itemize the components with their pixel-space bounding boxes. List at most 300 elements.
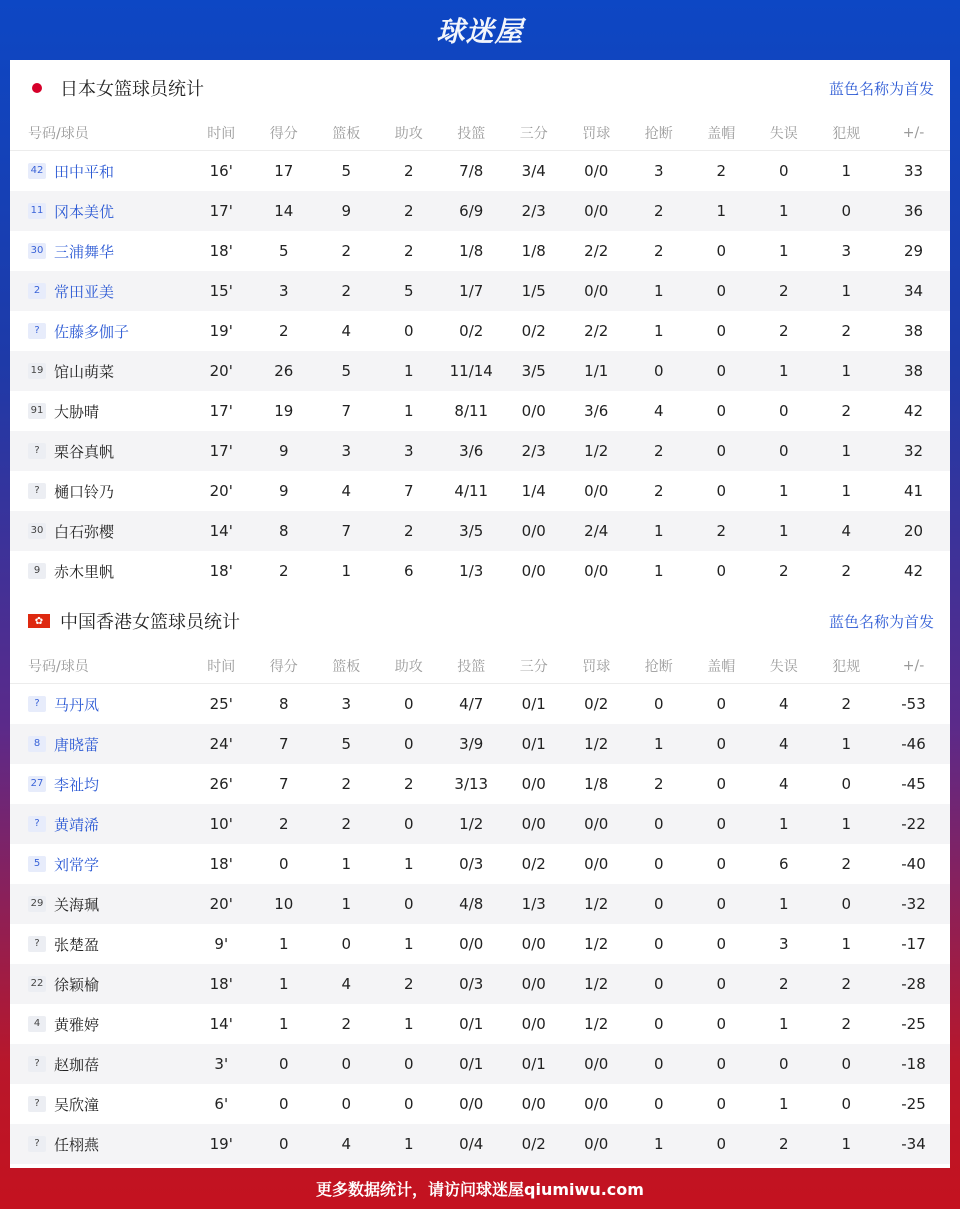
jersey-number: 30 [28,243,46,259]
stat-cell: 0/0 [584,1135,609,1153]
column-header: 助攻 [394,126,423,142]
player-row[interactable] [10,684,950,724]
stat-cell: -22 [901,815,926,833]
stat-cell: -25 [901,1015,926,1033]
player-name[interactable]: 马丹凤 [54,695,100,714]
player-cell[interactable] [10,934,190,955]
player-cell[interactable] [10,481,190,502]
stat-cell: 1 [403,1135,414,1153]
stat-cell: 0/0 [521,815,546,833]
stat-cell: 1 [778,522,789,540]
jersey-number: 8 [28,736,46,752]
jersey-number: ? [28,443,46,459]
jersey-number: 11 [28,203,46,219]
stat-cell: 6 [778,855,789,873]
player-name[interactable]: 田中平和 [54,162,115,181]
stat-cell: 3 [341,442,352,460]
column-header: 时间 [207,126,236,142]
jersey-number: 91 [28,403,46,419]
stat-cell: 4 [341,482,352,500]
player-name[interactable]: 关海珮 [54,895,100,914]
stat-cell: 2/2 [584,322,609,340]
stat-cell: 38 [903,362,924,380]
stat-cell: 1 [778,242,789,260]
player-name[interactable]: 常田亚美 [54,282,115,301]
stat-cell: 14 [274,202,294,220]
stat-cell: 0 [653,815,664,833]
table-header [10,649,950,684]
stat-cell: 1 [403,402,414,420]
stat-cell: 0 [716,562,727,580]
stat-cell: 0/1 [459,1055,484,1073]
player-name[interactable]: 唐晓蕾 [54,735,100,754]
jersey-number: 30 [28,523,46,539]
column-header: +/- [902,125,925,141]
stat-cell: 20' [209,482,233,500]
stat-cell: 2 [341,775,352,793]
player-cell[interactable] [10,974,190,995]
player-cell[interactable] [10,1014,190,1035]
stat-cell: -53 [901,695,926,713]
player-name[interactable]: 樋口铃乃 [54,482,115,501]
player-cell[interactable] [10,734,190,755]
stat-cell: 0/0 [521,935,546,953]
player-name[interactable]: 白石弥樱 [54,522,115,541]
player-cell[interactable] [10,361,190,382]
player-cell[interactable] [10,441,190,462]
stat-cell: 2 [278,815,289,833]
section-header [10,60,950,116]
player-row[interactable] [10,964,950,1004]
player-row[interactable] [10,764,950,804]
player-name[interactable]: 黄靖浠 [54,815,100,834]
stat-cell: 33 [903,162,924,180]
stat-cell: 2/2 [584,242,609,260]
stat-cell: 1/2 [584,442,609,460]
table-header [10,116,950,151]
stat-cell: 2 [278,562,289,580]
footer-banner[interactable] [0,1168,960,1209]
stat-cell: 2 [841,975,852,993]
stat-cell: 2/3 [521,442,546,460]
stat-cell: 0 [341,1055,352,1073]
column-header: 时间 [207,659,236,675]
stat-cell: 2 [653,202,664,220]
player-name[interactable]: 李祉均 [54,775,100,794]
stat-cell: 0/0 [521,562,546,580]
stat-cell: 4 [341,975,352,993]
hongkong-section [10,593,950,1164]
player-row[interactable] [10,804,950,844]
stat-cell: 29 [903,242,924,260]
stat-cell: 0 [716,442,727,460]
stat-cell: 0 [341,1095,352,1113]
stat-cell: 1 [841,815,852,833]
top-brand-bar [0,0,960,60]
stats-table [10,649,950,1164]
stat-cell: 2 [841,1015,852,1033]
stat-cell: 0 [716,242,727,260]
player-cell[interactable] [10,1094,190,1115]
player-row[interactable] [10,924,950,964]
stat-cell: 0 [403,1095,414,1113]
column-header: 盖帽 [707,659,736,675]
player-name[interactable]: 大胁晴 [54,402,100,421]
player-cell[interactable] [10,521,190,542]
stat-cell: 1 [841,362,852,380]
jersey-number: ? [28,1096,46,1112]
stat-cell: 3/6 [584,402,609,420]
stat-cell: 5 [278,242,289,260]
stat-cell: 2 [841,562,852,580]
stat-cell: 4 [341,322,352,340]
stat-cell: 2 [403,775,414,793]
stat-cell: 4/11 [454,482,489,500]
stat-cell: 0/0 [521,1095,546,1113]
stat-cell: 26 [274,362,294,380]
player-row[interactable] [10,431,950,471]
player-row[interactable] [10,191,950,231]
player-cell[interactable] [10,774,190,795]
stat-cell: 0 [403,695,414,713]
stat-cell: 4/8 [459,895,484,913]
stat-cell: 8 [278,695,289,713]
stat-cell: 3 [841,242,852,260]
stat-cell: 7 [403,482,414,500]
stat-cell: 0 [841,1095,852,1113]
stat-cell: 0 [653,935,664,953]
stat-cell: 1 [653,282,664,300]
player-cell[interactable] [10,241,190,262]
stat-cell: 1/2 [459,815,484,833]
stat-cell: 0/3 [459,975,484,993]
stat-cell: 0 [403,322,414,340]
player-row[interactable] [10,471,950,511]
player-row[interactable] [10,391,950,431]
player-name[interactable]: 黄雅婷 [54,1015,100,1034]
player-cell[interactable] [10,1054,190,1075]
stat-cell: 0 [716,1135,727,1153]
stat-cell: 8 [278,522,289,540]
stat-cell: -32 [901,895,926,913]
stat-cell: 0 [716,322,727,340]
stat-cell: 10' [209,815,233,833]
stat-cell: 0 [716,775,727,793]
stat-cell: 1 [778,1095,789,1113]
stat-cell: 1/2 [584,735,609,753]
stat-cell: 0/0 [584,562,609,580]
player-name[interactable]: 冈本美优 [54,202,115,221]
footer-link[interactable]: 更多数据统计，请访问球迷屋qiumiwu.com [316,1180,644,1199]
player-name[interactable]: 赤木里帆 [54,562,115,581]
stat-cell: 5 [341,162,352,180]
stat-cell: 1/7 [459,282,484,300]
stat-cell: 0/2 [459,322,484,340]
stat-cell: 7 [341,522,352,540]
stat-cell: 0/0 [584,162,609,180]
stat-cell: 1 [653,522,664,540]
stat-cell: 0 [716,935,727,953]
player-name[interactable]: 任栩燕 [54,1135,100,1154]
player-cell[interactable] [10,161,190,182]
stat-cell: 1 [403,935,414,953]
player-row[interactable] [10,1004,950,1044]
player-name[interactable]: 栗谷真帆 [54,442,115,461]
stat-cell: 6/9 [459,202,484,220]
stat-cell: 1 [278,1015,289,1033]
jersey-number: 2 [28,283,46,299]
jersey-number: 27 [28,776,46,792]
stat-cell: 1 [778,815,789,833]
stat-cell: 25' [209,695,233,713]
stat-cell: 2 [778,322,789,340]
stat-cell: 6 [403,562,414,580]
column-header: 抢断 [644,659,673,675]
stat-cell: 3/4 [521,162,546,180]
stat-cell: -18 [901,1055,926,1073]
stat-cell: 1 [778,1015,789,1033]
stat-cell: 3/6 [459,442,484,460]
column-header: 得分 [269,659,298,675]
stat-cell: 1 [778,895,789,913]
stat-cell: 0/3 [459,855,484,873]
stat-cell: 2 [778,562,789,580]
stat-cell: 0 [653,1095,664,1113]
stat-cell: 1/2 [584,1015,609,1033]
stat-cell: 2 [341,282,352,300]
stat-cell: 0 [778,442,789,460]
column-header: 篮板 [332,126,361,142]
stat-cell: 34 [903,282,924,300]
stat-cell: 0 [716,855,727,873]
stat-cell: 1/8 [584,775,609,793]
stat-cell: 2/3 [521,202,546,220]
japan-section [10,60,950,591]
stat-cell: 2 [841,855,852,873]
stat-cell: 0 [841,895,852,913]
player-row[interactable] [10,1084,950,1124]
stat-cell: 1 [716,202,727,220]
jersey-number: 5 [28,856,46,872]
player-name[interactable]: 刘常学 [54,855,100,874]
stat-cell: 0 [778,162,789,180]
stat-cell: 0 [653,1015,664,1033]
stat-cell: 0 [841,775,852,793]
stat-cell: 0/0 [584,202,609,220]
stat-cell: 0 [716,975,727,993]
player-row[interactable] [10,1124,950,1164]
player-cell[interactable] [10,694,190,715]
player-row[interactable] [10,511,950,551]
stat-cell: 0/2 [521,1135,546,1153]
player-name[interactable]: 徐颖榆 [54,975,100,994]
stat-cell: 3' [214,1055,229,1073]
stat-cell: 0 [278,1095,289,1113]
stat-cell: 2 [341,1015,352,1033]
player-cell[interactable] [10,281,190,302]
stat-cell: -40 [901,855,926,873]
stat-cell: 1 [278,935,289,953]
stat-cell: 5 [403,282,414,300]
stat-cell: 0 [716,482,727,500]
stat-cell: 0/2 [521,855,546,873]
player-cell[interactable] [10,1134,190,1155]
stat-cell: 0/0 [521,522,546,540]
jersey-number: 42 [28,163,46,179]
player-cell[interactable] [10,894,190,915]
player-row[interactable] [10,724,950,764]
column-header: 罚球 [582,126,611,142]
stat-cell: 0/2 [521,322,546,340]
stat-cell: 0/2 [584,695,609,713]
stat-cell: 9' [214,935,229,953]
stat-cell: 1 [653,1135,664,1153]
stat-cell: 1 [341,562,352,580]
jersey-number: 29 [28,896,46,912]
stat-cell: 0 [716,1055,727,1073]
stat-cell: 18' [209,242,233,260]
stat-cell: 3 [341,695,352,713]
player-cell[interactable] [10,854,190,875]
stat-cell: 0 [716,402,727,420]
jersey-number: 4 [28,1016,46,1032]
player-cell[interactable] [10,814,190,835]
column-header: 罚球 [582,659,611,675]
column-header: 三分 [519,659,548,675]
stat-cell: 0 [778,402,789,420]
stat-cell: 2 [403,242,414,260]
stat-cell: 1 [403,855,414,873]
stats-table [10,116,950,591]
stat-cell: 0/4 [459,1135,484,1153]
stat-cell: 1/2 [584,895,609,913]
stat-cell: 32 [903,442,924,460]
player-row[interactable] [10,1044,950,1084]
player-row[interactable] [10,151,950,191]
stat-cell: 0 [403,895,414,913]
player-name[interactable]: 馆山萌菜 [54,362,115,381]
stat-cell: 14' [209,522,233,540]
player-name[interactable]: 张楚盈 [54,935,100,954]
stat-cell: 6' [214,1095,229,1113]
starter-legend: 蓝色名称为首发 [828,612,934,631]
stat-cell: -46 [901,735,926,753]
stat-cell: 0/0 [521,775,546,793]
player-cell[interactable] [10,401,190,422]
stat-cell: 16' [209,162,233,180]
stat-cell: 2 [716,522,727,540]
column-header: 失误 [769,659,798,675]
stat-cell: -28 [901,975,926,993]
stat-cell: 7 [341,402,352,420]
column-header: 失误 [769,126,798,142]
player-name[interactable]: 赵珈蓓 [54,1055,100,1074]
player-row[interactable] [10,844,950,884]
stat-cell: 4 [778,695,789,713]
stat-cell: 1/3 [459,562,484,580]
player-cell[interactable] [10,201,190,222]
player-name[interactable]: 佐藤多伽子 [54,322,130,341]
stat-cell: 0/1 [521,1055,546,1073]
stat-cell: 0 [653,855,664,873]
stat-cell: 10 [274,895,294,913]
stat-cell: 0 [278,855,289,873]
stat-cell: 5 [341,362,352,380]
column-header: 三分 [519,126,548,142]
player-cell[interactable] [10,321,190,342]
column-header: 助攻 [394,659,423,675]
stat-cell: 0/0 [584,855,609,873]
stat-cell: 0/0 [584,482,609,500]
stat-cell: 1/8 [521,242,546,260]
player-name[interactable]: 吴欣潼 [54,1095,100,1114]
stat-cell: 0/0 [521,975,546,993]
stat-cell: 4/7 [459,695,484,713]
stat-cell: -25 [901,1095,926,1113]
stat-cell: 1 [278,975,289,993]
player-cell[interactable] [10,561,190,582]
stat-cell: 42 [903,562,924,580]
stat-cell: 2 [841,322,852,340]
stat-cell: 1/1 [584,362,609,380]
starter-legend: 蓝色名称为首发 [828,79,934,98]
stat-cell: 17 [274,162,294,180]
player-row[interactable] [10,231,950,271]
stat-cell: 0 [278,1135,289,1153]
player-row[interactable] [10,351,950,391]
stat-cell: 0 [403,1055,414,1073]
stat-cell: 4 [778,775,789,793]
stat-cell: 1 [653,735,664,753]
hongkong-flag-icon: ✿ [28,614,50,628]
stat-cell: 0 [653,362,664,380]
player-row[interactable] [10,551,950,591]
stat-cell: 18' [209,975,233,993]
player-row[interactable] [10,884,950,924]
stat-cell: 7/8 [459,162,484,180]
stat-cell: 38 [903,322,924,340]
stat-cell: 1/5 [521,282,546,300]
stat-cell: 20' [209,362,233,380]
player-row[interactable] [10,271,950,311]
stat-cell: 4 [653,402,664,420]
player-name[interactable]: 三浦舞华 [54,242,115,261]
stat-cell: 1 [653,562,664,580]
column-header: 犯规 [832,126,861,142]
stat-cell: 42 [903,402,924,420]
column-header: 投篮 [457,659,486,675]
stat-cell: 3/9 [459,735,484,753]
column-header: 盖帽 [707,126,736,142]
stat-cell: 2 [778,975,789,993]
player-row[interactable] [10,311,950,351]
stat-cell: 8/11 [454,402,489,420]
stat-cell: 7 [278,775,289,793]
stat-cell: 0/0 [521,1015,546,1033]
stat-cell: 0/1 [521,735,546,753]
stat-cell: 36 [903,202,924,220]
stat-cell: 0/0 [584,815,609,833]
stat-cell: 7 [278,735,289,753]
stat-cell: 1 [341,895,352,913]
stat-cell: 17' [209,402,233,420]
stat-cell: 4 [841,522,852,540]
stat-cell: 1 [841,162,852,180]
jersey-number: ? [28,696,46,712]
stat-cell: 2 [403,202,414,220]
stat-cell: 19' [209,322,233,340]
stat-cell: 19' [209,1135,233,1153]
